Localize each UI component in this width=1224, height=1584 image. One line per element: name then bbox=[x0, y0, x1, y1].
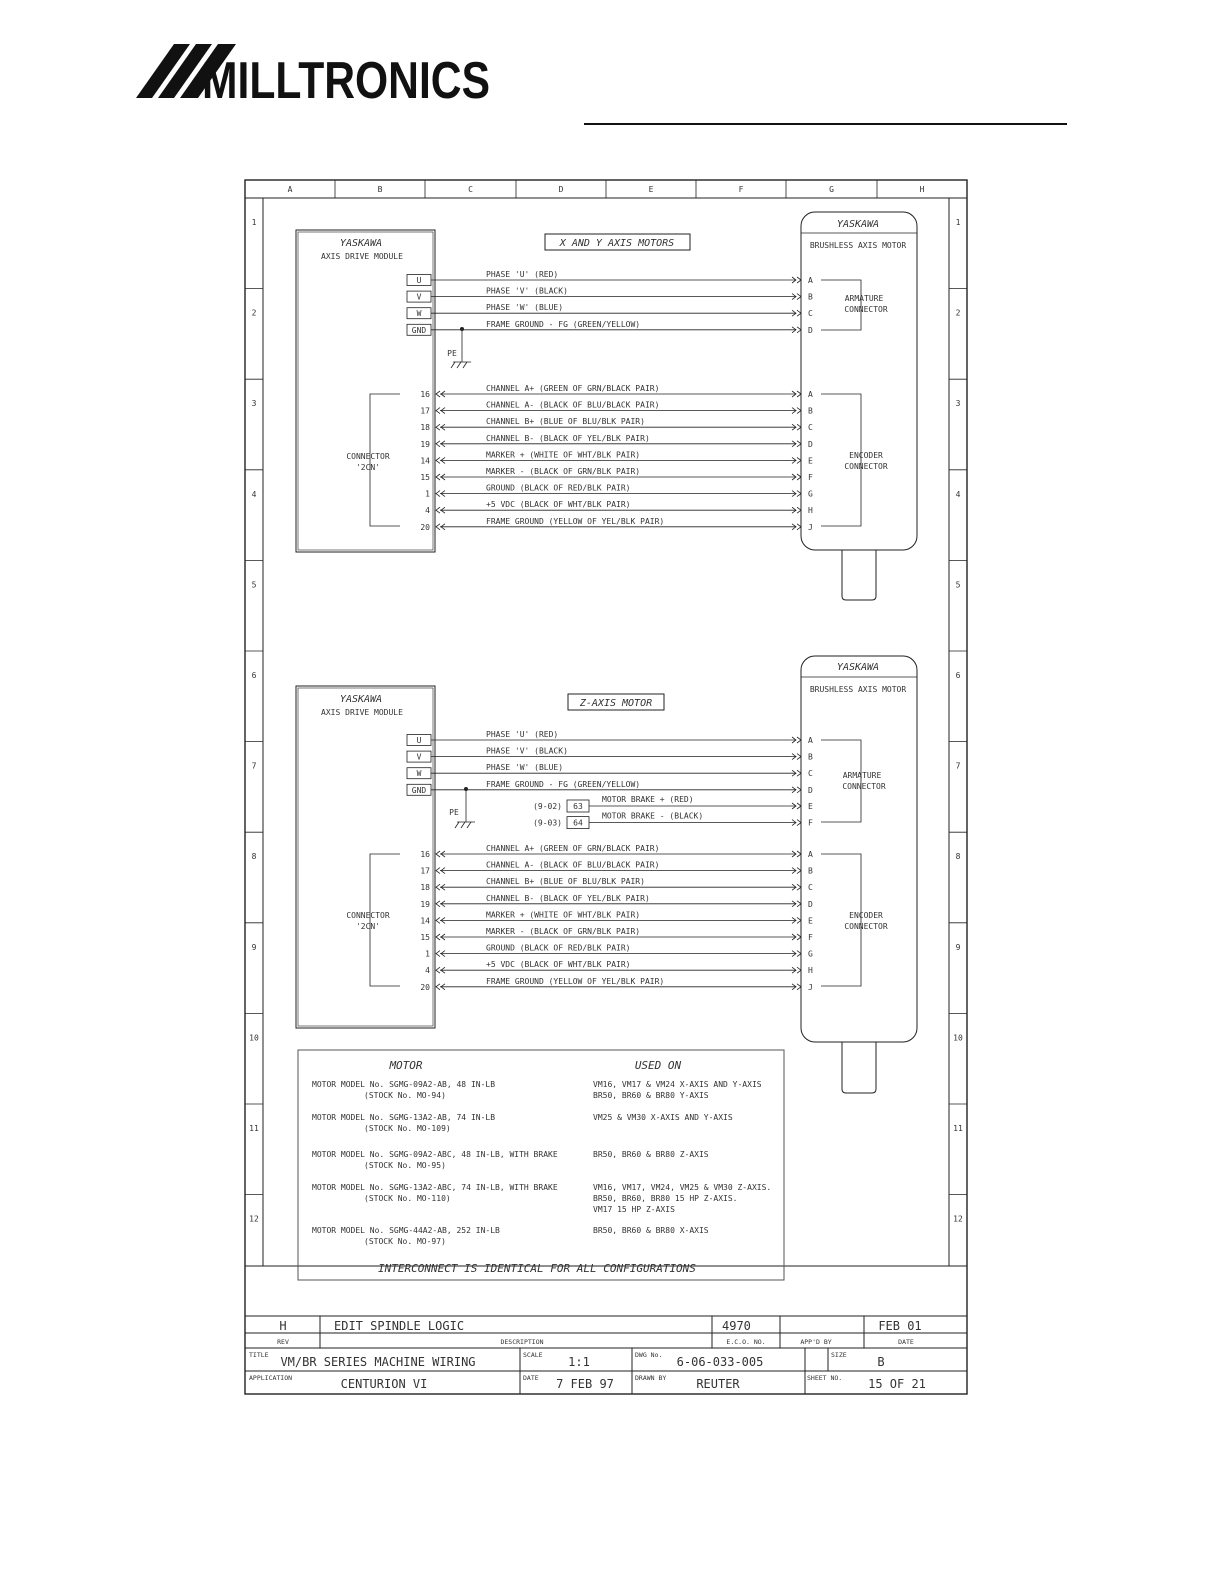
terminal-label: 17 bbox=[420, 406, 430, 416]
wire-label: PHASE 'U' (RED) bbox=[486, 730, 559, 739]
pin-label: H bbox=[808, 506, 813, 516]
terminal-label: 18 bbox=[420, 883, 430, 893]
drive-name: AXIS DRIVE MODULE bbox=[321, 708, 403, 717]
pin-label: F bbox=[808, 933, 813, 942]
armature-label-2: CONNECTOR bbox=[844, 305, 888, 314]
sheet-value: 15 OF 21 bbox=[868, 1377, 926, 1391]
row-label-left: 5 bbox=[251, 580, 257, 590]
row-label-left: 6 bbox=[251, 671, 257, 680]
row-label-right: 6 bbox=[955, 671, 961, 680]
pin-label: D bbox=[808, 325, 813, 335]
pin-label: C bbox=[808, 423, 813, 433]
motor-stock: (STOCK No. MO-94) bbox=[364, 1091, 446, 1100]
section-title: X AND Y AXIS MOTORS bbox=[559, 238, 675, 249]
connector-bracket bbox=[370, 854, 400, 986]
encoder-label-1: ENCODER bbox=[849, 911, 883, 920]
motor-table-footer: INTERCONNECT IS IDENTICAL FOR ALL CONFIGURATIONS bbox=[378, 1262, 696, 1275]
sheet-label: SHEET NO. bbox=[807, 1374, 843, 1382]
drawn-value: REUTER bbox=[696, 1377, 740, 1391]
connector-label-2: '2CN' bbox=[355, 463, 381, 472]
motor-model: MOTOR MODEL No. SGMG-13A2-ABC, 74 IN-LB, WITH BRAKE bbox=[312, 1183, 558, 1192]
motor-model: MOTOR MODEL No. SGMG-09A2-ABC, 48 IN-LB, WITH BRAKE bbox=[312, 1150, 558, 1159]
motor-used-on: BR50, BR60 & BR80 X-AXIS bbox=[593, 1226, 709, 1235]
motor-body bbox=[801, 656, 917, 1042]
dwg-value: 6-06-033-005 bbox=[676, 1355, 764, 1369]
armature-bracket bbox=[821, 740, 861, 822]
terminal-label: 16 bbox=[420, 390, 430, 399]
row-label-left: 9 bbox=[251, 942, 257, 952]
wire-label: PHASE 'U' (RED) bbox=[486, 270, 559, 279]
connector-label-2: '2CN' bbox=[355, 922, 381, 931]
z-wires bbox=[407, 730, 813, 992]
terminal-label: GND bbox=[411, 325, 427, 335]
pin-label: E bbox=[808, 456, 813, 466]
pin-label: D bbox=[808, 785, 813, 795]
terminal-label: 14 bbox=[420, 916, 430, 926]
terminal-label: 19 bbox=[420, 899, 430, 909]
row-label-left: 3 bbox=[251, 399, 257, 409]
ground-junction bbox=[464, 787, 468, 791]
row-label-right: 11 bbox=[953, 1124, 963, 1133]
wire-label: +5 VDC (BLACK OF WHT/BLK PAIR) bbox=[486, 500, 631, 510]
wire-label: MARKER + (WHITE OF WHT/BLK PAIR) bbox=[486, 910, 641, 920]
terminal-label: 20 bbox=[420, 522, 430, 532]
pin-label: B bbox=[808, 292, 813, 302]
motor-table-rows bbox=[312, 1080, 771, 1246]
wire-label: MARKER - (BLACK OF GRN/BLK PAIR) bbox=[486, 467, 641, 476]
terminal-label: U bbox=[416, 736, 422, 745]
wire-label: CHANNEL B+ (BLUE OF BLU/BLK PAIR) bbox=[486, 877, 645, 887]
row-label-right: 1 bbox=[955, 218, 961, 227]
date2-value: 7 FEB 97 bbox=[556, 1377, 614, 1391]
motor-used-on: BR50, BR60 & BR80 Z-AXIS bbox=[593, 1150, 709, 1159]
drawn-label: DRAWN BY bbox=[635, 1374, 667, 1382]
encoder-bracket bbox=[821, 394, 861, 526]
wire-label: PHASE 'W' (BLUE) bbox=[486, 763, 564, 773]
row-label-left: 4 bbox=[251, 489, 257, 499]
wire-label: FRAME GROUND - FG (GREEN/YELLOW) bbox=[486, 319, 641, 329]
row-label-right: 8 bbox=[955, 852, 961, 862]
motor-model: MOTOR MODEL No. SGMG-44A2-AB, 252 IN-LB bbox=[312, 1226, 500, 1235]
armature-label-1: ARMATURE bbox=[844, 294, 884, 303]
pin-label: C bbox=[808, 309, 813, 319]
title-value: VM/BR SERIES MACHINE WIRING bbox=[280, 1355, 476, 1369]
date-label: DATE bbox=[898, 1338, 914, 1346]
motor-stock: (STOCK No. MO-109) bbox=[364, 1124, 451, 1133]
encoder-bracket bbox=[821, 854, 861, 986]
motor-used-on: VM17 15 HP Z-AXIS bbox=[593, 1205, 675, 1214]
pin-label: B bbox=[808, 866, 813, 876]
pin-label: D bbox=[808, 439, 813, 449]
row-label-left: 1 bbox=[251, 218, 257, 227]
row-label-right: 3 bbox=[955, 399, 961, 409]
wire-label: PHASE 'V' (BLACK) bbox=[486, 746, 568, 756]
motor-brand: YASKAWA bbox=[836, 219, 880, 230]
motor-name: BRUSHLESS AXIS MOTOR bbox=[809, 241, 907, 250]
connector-label-1: CONNECTOR bbox=[346, 911, 390, 920]
terminal-label: W bbox=[416, 309, 422, 319]
drive-module-box-inner bbox=[298, 232, 433, 550]
motor-used-on: BR50, BR60 & BR80 Y-AXIS bbox=[593, 1091, 709, 1100]
terminal-label: GND bbox=[411, 785, 427, 795]
pin-label: G bbox=[808, 949, 813, 959]
drive-brand: YASKAWA bbox=[339, 238, 383, 249]
row-label-right: 10 bbox=[953, 1033, 963, 1043]
wire-label: CHANNEL B- (BLACK OF YEL/BLK PAIR) bbox=[486, 893, 650, 903]
brake-label: MOTOR BRAKE - (BLACK) bbox=[602, 811, 704, 821]
column-label: D bbox=[558, 185, 564, 194]
armature-label-2: CONNECTOR bbox=[842, 782, 886, 791]
row-label-right: 12 bbox=[953, 1214, 963, 1224]
wire-label: FRAME GROUND (YELLOW OF YEL/BLK PAIR) bbox=[486, 516, 665, 526]
scale-value: 1:1 bbox=[568, 1355, 590, 1369]
size-label: SIZE bbox=[831, 1351, 847, 1359]
pin-label: C bbox=[808, 769, 813, 779]
column-label: E bbox=[648, 185, 654, 194]
pin-label: A bbox=[808, 850, 813, 859]
encoder-label-1: ENCODER bbox=[849, 451, 883, 460]
xy-wires bbox=[407, 270, 813, 532]
motor-stock: (STOCK No. MO-95) bbox=[364, 1161, 446, 1170]
row-label-left: 10 bbox=[249, 1033, 259, 1043]
motor-table-header-used: USED ON bbox=[634, 1059, 682, 1072]
terminal-label: 15 bbox=[420, 933, 430, 942]
terminal-label: 1 bbox=[425, 489, 430, 499]
terminal-label: W bbox=[416, 769, 422, 779]
wire-label: CHANNEL A- (BLACK OF BLU/BLACK PAIR) bbox=[486, 400, 660, 410]
wire-label: FRAME GROUND (YELLOW OF YEL/BLK PAIR) bbox=[486, 976, 665, 986]
pin-label: B bbox=[808, 752, 813, 762]
pin-label: A bbox=[808, 736, 813, 745]
size-value: B bbox=[877, 1355, 885, 1369]
motor-body bbox=[801, 212, 917, 550]
wire-label: CHANNEL A- (BLACK OF BLU/BLACK PAIR) bbox=[486, 860, 660, 870]
column-label: B bbox=[377, 185, 383, 194]
terminal-label: 17 bbox=[420, 866, 430, 876]
wire-label: MARKER + (WHITE OF WHT/BLK PAIR) bbox=[486, 450, 641, 460]
motor-table bbox=[298, 1050, 784, 1280]
rev-value: H bbox=[279, 1319, 287, 1333]
description-value: EDIT SPINDLE LOGIC bbox=[334, 1319, 465, 1333]
pin-label: F bbox=[808, 818, 813, 828]
wire-label: PHASE 'V' (BLACK) bbox=[486, 286, 568, 296]
pin-label: D bbox=[808, 899, 813, 909]
pin-label: E bbox=[808, 802, 813, 811]
row-labels bbox=[245, 218, 967, 1224]
row-label-left: 12 bbox=[249, 1214, 259, 1224]
row-label-right: 9 bbox=[955, 942, 961, 952]
terminal-label: 19 bbox=[420, 439, 430, 449]
terminal-label: 15 bbox=[420, 473, 430, 482]
rev-label: REV bbox=[277, 1338, 289, 1346]
wire-label: GROUND (BLACK OF RED/BLK PAIR) bbox=[486, 483, 631, 493]
date2-label: DATE bbox=[523, 1374, 539, 1382]
pin-label: J bbox=[808, 522, 813, 532]
motor-model: MOTOR MODEL No. SGMG-09A2-AB, 48 IN-LB bbox=[312, 1080, 496, 1089]
pe-label: PE bbox=[449, 808, 459, 817]
wire-label: CHANNEL A+ (GREEN OF GRN/BLACK PAIR) bbox=[486, 844, 660, 853]
wire-label: CHANNEL B- (BLACK OF YEL/BLK PAIR) bbox=[486, 433, 650, 443]
motor-used-on: VM25 & VM30 X-AXIS AND Y-AXIS bbox=[593, 1113, 733, 1122]
section-z-axis bbox=[296, 656, 917, 1093]
terminal-label: 16 bbox=[420, 850, 430, 859]
row-label-left: 7 bbox=[251, 761, 257, 771]
terminal-label: 18 bbox=[420, 423, 430, 433]
pe-label: PE bbox=[447, 349, 457, 358]
pin-label: E bbox=[808, 916, 813, 926]
milltronics-logo bbox=[136, 44, 490, 110]
terminal-label: U bbox=[416, 276, 422, 285]
row-label-right: 4 bbox=[955, 489, 961, 499]
encoder-label-2: CONNECTOR bbox=[844, 922, 888, 931]
motor-shaft bbox=[842, 550, 876, 600]
section-xy-axis bbox=[296, 212, 917, 600]
motor-used-on: VM16, VM17, VM24, VM25 & VM30 Z-AXIS. bbox=[593, 1183, 772, 1192]
application-label: APPLICATION bbox=[249, 1374, 293, 1382]
terminal-label: V bbox=[416, 292, 422, 302]
row-label-right: 7 bbox=[955, 761, 961, 771]
wire-label: MARKER - (BLACK OF GRN/BLK PAIR) bbox=[486, 927, 641, 936]
column-label: F bbox=[738, 185, 744, 194]
column-label: C bbox=[468, 185, 473, 194]
connector-label-1: CONNECTOR bbox=[346, 452, 390, 461]
row-label-right: 5 bbox=[955, 580, 961, 590]
pin-label: B bbox=[808, 406, 813, 416]
terminal-label: 14 bbox=[420, 456, 430, 466]
application-value: CENTURION VI bbox=[340, 1377, 428, 1391]
terminal-label: 1 bbox=[425, 949, 430, 959]
terminal-label: 4 bbox=[425, 506, 430, 516]
encoder-label-2: CONNECTOR bbox=[844, 462, 888, 471]
wire-label: GROUND (BLACK OF RED/BLK PAIR) bbox=[486, 943, 631, 953]
drive-module-box bbox=[296, 686, 435, 1028]
brake-terminal: 64 bbox=[573, 818, 583, 828]
logo-text: MILLTRONICS bbox=[202, 52, 490, 110]
motor-stock: (STOCK No. MO-110) bbox=[364, 1194, 451, 1203]
brake-ref: (9-03) bbox=[533, 818, 562, 828]
pin-label: A bbox=[808, 276, 813, 285]
row-label-left: 2 bbox=[251, 308, 257, 318]
drive-brand: YASKAWA bbox=[339, 694, 383, 705]
pin-label: A bbox=[808, 390, 813, 399]
date-value: FEB 01 bbox=[878, 1319, 922, 1333]
brake-terminal: 63 bbox=[573, 802, 583, 811]
motor-model: MOTOR MODEL No. SGMG-13A2-AB, 74 IN-LB bbox=[312, 1113, 496, 1122]
row-label-left: 8 bbox=[251, 852, 257, 862]
column-label: A bbox=[287, 185, 293, 194]
section-title: Z-AXIS MOTOR bbox=[579, 698, 653, 709]
motor-shaft bbox=[842, 1042, 876, 1093]
terminal-label: 4 bbox=[425, 966, 430, 976]
terminal-label: 20 bbox=[420, 982, 430, 992]
wire-label: CHANNEL B+ (BLUE OF BLU/BLK PAIR) bbox=[486, 417, 645, 427]
drive-module-box bbox=[296, 230, 435, 552]
eco-value: 4970 bbox=[722, 1319, 751, 1333]
appd-label: APP'D BY bbox=[800, 1338, 832, 1346]
column-label: G bbox=[829, 185, 834, 194]
column-labels bbox=[288, 180, 925, 198]
motor-used-on: BR50, BR60, BR80 15 HP Z-AXIS. bbox=[593, 1194, 738, 1203]
motor-brand: YASKAWA bbox=[836, 662, 880, 673]
pin-label: F bbox=[808, 473, 813, 482]
wire-label: FRAME GROUND - FG (GREEN/YELLOW) bbox=[486, 779, 641, 789]
wire-label: PHASE 'W' (BLUE) bbox=[486, 303, 564, 313]
brake-label: MOTOR BRAKE + (RED) bbox=[602, 795, 694, 804]
terminal-label: V bbox=[416, 752, 422, 762]
ground-junction bbox=[460, 327, 464, 331]
motor-used-on: VM16, VM17 & VM24 X-AXIS AND Y-AXIS bbox=[593, 1080, 762, 1089]
pin-label: C bbox=[808, 883, 813, 893]
brake-ref: (9-02) bbox=[533, 802, 562, 811]
row-label-right: 2 bbox=[955, 308, 961, 318]
eco-label: E.C.O. NO. bbox=[726, 1338, 766, 1346]
dwg-label: DWG No. bbox=[635, 1351, 663, 1359]
title-label: TITLE bbox=[249, 1351, 269, 1359]
pin-label: J bbox=[808, 982, 813, 992]
scale-label: SCALE bbox=[523, 1351, 543, 1359]
armature-label-1: ARMATURE bbox=[842, 771, 882, 780]
drive-name: AXIS DRIVE MODULE bbox=[321, 252, 403, 261]
drive-module-box-inner bbox=[298, 688, 433, 1026]
motor-table-header-motor: MOTOR bbox=[389, 1059, 423, 1072]
description-label: DESCRIPTION bbox=[500, 1338, 544, 1346]
pin-label: G bbox=[808, 489, 813, 499]
motor-stock: (STOCK No. MO-97) bbox=[364, 1237, 446, 1246]
column-label: H bbox=[919, 185, 925, 194]
wire-label: +5 VDC (BLACK OF WHT/BLK PAIR) bbox=[486, 960, 631, 970]
motor-name: BRUSHLESS AXIS MOTOR bbox=[809, 685, 907, 694]
wire-label: CHANNEL A+ (GREEN OF GRN/BLACK PAIR) bbox=[486, 384, 660, 393]
pin-label: H bbox=[808, 966, 813, 976]
row-label-left: 11 bbox=[249, 1124, 259, 1133]
